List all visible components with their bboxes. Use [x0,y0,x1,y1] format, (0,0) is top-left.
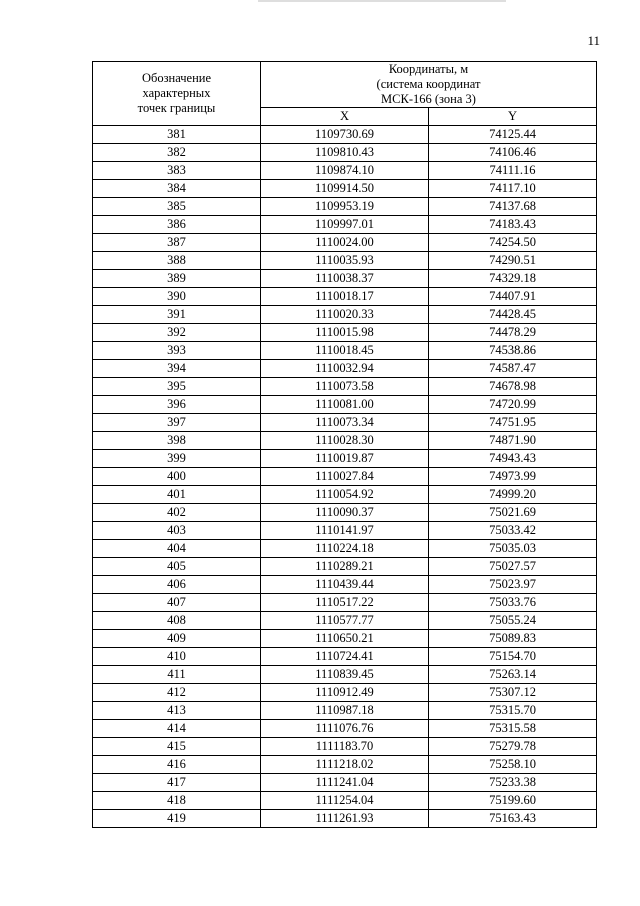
y-coordinate-cell: 75199.60 [429,792,597,810]
x-coordinate-cell: 1111076.76 [261,720,429,738]
table-row [93,414,597,432]
x-coordinate-cell: 1110018.45 [261,342,429,360]
point-number-cell: 397 [93,414,261,432]
point-number-cell: 400 [93,468,261,486]
point-number-cell: 401 [93,486,261,504]
x-coordinate-cell: 1111254.04 [261,792,429,810]
y-coordinate-cell: 74538.86 [429,342,597,360]
x-coordinate-cell: 1110027.84 [261,468,429,486]
y-coordinate-cell: 75089.83 [429,630,597,648]
table-row [93,144,597,162]
point-number-cell: 415 [93,738,261,756]
table-row [93,630,597,648]
y-coordinate-cell: 74999.20 [429,486,597,504]
point-number-cell: 383 [93,162,261,180]
table-row [93,432,597,450]
point-number-cell: 381 [93,126,261,144]
point-number-cell: 410 [93,648,261,666]
point-number-cell: 404 [93,540,261,558]
y-coordinate-cell: 74751.95 [429,414,597,432]
y-coordinate-cell: 75035.03 [429,540,597,558]
y-coordinate-cell: 75055.24 [429,612,597,630]
scan-artifact-line [258,0,506,6]
y-coordinate-cell: 75033.42 [429,522,597,540]
table-row [93,558,597,576]
table-row [93,252,597,270]
table-row [93,468,597,486]
x-coordinate-cell: 1111218.02 [261,756,429,774]
x-coordinate-cell: 1111241.04 [261,774,429,792]
y-coordinate-cell: 75233.38 [429,774,597,792]
y-coordinate-cell: 74254.50 [429,234,597,252]
point-number-cell: 399 [93,450,261,468]
x-coordinate-cell: 1110517.22 [261,594,429,612]
point-number-cell: 393 [93,342,261,360]
table-row [93,666,597,684]
x-coordinate-cell: 1109730.69 [261,126,429,144]
x-coordinate-cell: 1110289.21 [261,558,429,576]
table-row [93,378,597,396]
y-coordinate-cell: 75021.69 [429,504,597,522]
x-coordinate-cell: 1109997.01 [261,216,429,234]
table-row [93,612,597,630]
point-designation-header [93,62,261,126]
table-row [93,324,597,342]
coordinates-table [92,61,597,828]
x-coordinate-cell: 1110224.18 [261,540,429,558]
table-row [93,360,597,378]
table-row [93,648,597,666]
point-number-cell: 413 [93,702,261,720]
point-number-cell: 391 [93,306,261,324]
header-line: МСК-166 (зона 3) [381,92,476,106]
point-number-cell: 406 [93,576,261,594]
point-number-cell: 390 [93,288,261,306]
y-coordinate-cell: 74428.45 [429,306,597,324]
point-number-cell: 394 [93,360,261,378]
y-coordinate-cell: 75315.70 [429,702,597,720]
table-row [93,522,597,540]
point-number-cell: 392 [93,324,261,342]
table-row [93,774,597,792]
point-number-cell: 396 [93,396,261,414]
y-coordinate-cell: 75033.76 [429,594,597,612]
table-row [93,738,597,756]
y-coordinate-cell: 74125.44 [429,126,597,144]
x-coordinate-cell: 1110141.97 [261,522,429,540]
point-number-cell: 416 [93,756,261,774]
point-number-cell: 386 [93,216,261,234]
point-number-cell: 405 [93,558,261,576]
x-coordinate-cell: 1110987.18 [261,702,429,720]
table-row [93,198,597,216]
y-coordinate-cell: 74183.43 [429,216,597,234]
x-coordinate-cell: 1110912.49 [261,684,429,702]
y-coordinate-cell: 75154.70 [429,648,597,666]
point-number-cell: 407 [93,594,261,612]
y-coordinate-cell: 75023.97 [429,576,597,594]
y-coordinate-cell: 74407.91 [429,288,597,306]
x-coordinate-cell: 1110650.21 [261,630,429,648]
table-row [93,540,597,558]
table-row [93,702,597,720]
header-line: Обозначение [141,71,212,85]
point-number-cell: 419 [93,810,261,828]
x-coordinate-cell: 1110018.17 [261,288,429,306]
table-row [93,342,597,360]
x-coordinate-cell: 1110439.44 [261,576,429,594]
y-coordinate-cell: 74137.68 [429,198,597,216]
y-coordinate-cell: 74871.90 [429,432,597,450]
x-coordinate-cell: 1110028.30 [261,432,429,450]
table-row [93,450,597,468]
x-coordinate-cell: 1110090.37 [261,504,429,522]
x-coordinate-cell: 1109914.50 [261,180,429,198]
point-number-cell: 387 [93,234,261,252]
x-coordinate-cell: 1110019.87 [261,450,429,468]
page-number: 11 [587,33,600,48]
table-body [93,126,597,828]
table-row [93,486,597,504]
x-coordinate-cell: 1110035.93 [261,252,429,270]
y-coordinate-cell: 75163.43 [429,810,597,828]
point-number-cell: 398 [93,432,261,450]
point-number-cell: 417 [93,774,261,792]
y-coordinate-cell: 75307.12 [429,684,597,702]
y-coordinate-cell: 75315.58 [429,720,597,738]
point-number-cell: 408 [93,612,261,630]
x-coordinate-cell: 1110081.00 [261,396,429,414]
table-row [93,720,597,738]
header-line: точек границы [137,101,216,115]
point-number-cell: 382 [93,144,261,162]
point-number-cell: 403 [93,522,261,540]
y-column-header: Y [429,108,597,126]
table-row [93,126,597,144]
y-coordinate-cell: 75263.14 [429,666,597,684]
point-number-cell: 414 [93,720,261,738]
x-coordinate-cell: 1110577.77 [261,612,429,630]
point-number-cell: 395 [93,378,261,396]
y-coordinate-cell: 74720.99 [429,396,597,414]
table-row [93,162,597,180]
y-coordinate-cell: 75258.10 [429,756,597,774]
x-coordinate-cell: 1111183.70 [261,738,429,756]
x-coordinate-cell: 1110724.41 [261,648,429,666]
x-coordinate-cell: 1110038.37 [261,270,429,288]
x-coordinate-cell: 1109810.43 [261,144,429,162]
table-row [93,180,597,198]
y-coordinate-cell: 75279.78 [429,738,597,756]
table-row [93,288,597,306]
y-coordinate-cell: 74973.99 [429,468,597,486]
y-coordinate-cell: 74117.10 [429,180,597,198]
table-row [93,594,597,612]
x-coordinate-cell: 1109953.19 [261,198,429,216]
header-line: (система координат [376,77,481,91]
table-row [93,684,597,702]
x-coordinate-cell: 1110839.45 [261,666,429,684]
y-coordinate-cell: 74290.51 [429,252,597,270]
table-row [93,396,597,414]
table-row [93,756,597,774]
coordinates-header [261,62,597,108]
y-coordinate-cell: 74587.47 [429,360,597,378]
y-coordinate-cell: 74329.18 [429,270,597,288]
x-column-header: X [261,108,429,126]
x-coordinate-cell: 1110020.33 [261,306,429,324]
y-coordinate-cell: 74111.16 [429,162,597,180]
point-number-cell: 412 [93,684,261,702]
point-number-cell: 384 [93,180,261,198]
point-number-cell: 418 [93,792,261,810]
table-row [93,810,597,828]
x-coordinate-cell: 1110054.92 [261,486,429,504]
x-coordinate-cell: 1111261.93 [261,810,429,828]
table-header-row [93,62,597,108]
x-coordinate-cell: 1109874.10 [261,162,429,180]
table-row [93,234,597,252]
x-coordinate-cell: 1110024.00 [261,234,429,252]
point-number-cell: 402 [93,504,261,522]
point-number-cell: 409 [93,630,261,648]
point-number-cell: 388 [93,252,261,270]
y-coordinate-cell: 74943.43 [429,450,597,468]
header-line: Координаты, м [388,62,469,76]
x-coordinate-cell: 1110073.34 [261,414,429,432]
y-coordinate-cell: 74478.29 [429,324,597,342]
y-coordinate-cell: 74678.98 [429,378,597,396]
table-row [93,270,597,288]
x-coordinate-cell: 1110015.98 [261,324,429,342]
point-number-cell: 385 [93,198,261,216]
point-number-cell: 411 [93,666,261,684]
table-row [93,504,597,522]
table-row [93,216,597,234]
y-coordinate-cell: 75027.57 [429,558,597,576]
y-coordinate-cell: 74106.46 [429,144,597,162]
point-number-cell: 389 [93,270,261,288]
header-line: характерных [142,86,211,100]
x-coordinate-cell: 1110073.58 [261,378,429,396]
table-row [93,792,597,810]
x-coordinate-cell: 1110032.94 [261,360,429,378]
table-row [93,306,597,324]
table-row [93,576,597,594]
